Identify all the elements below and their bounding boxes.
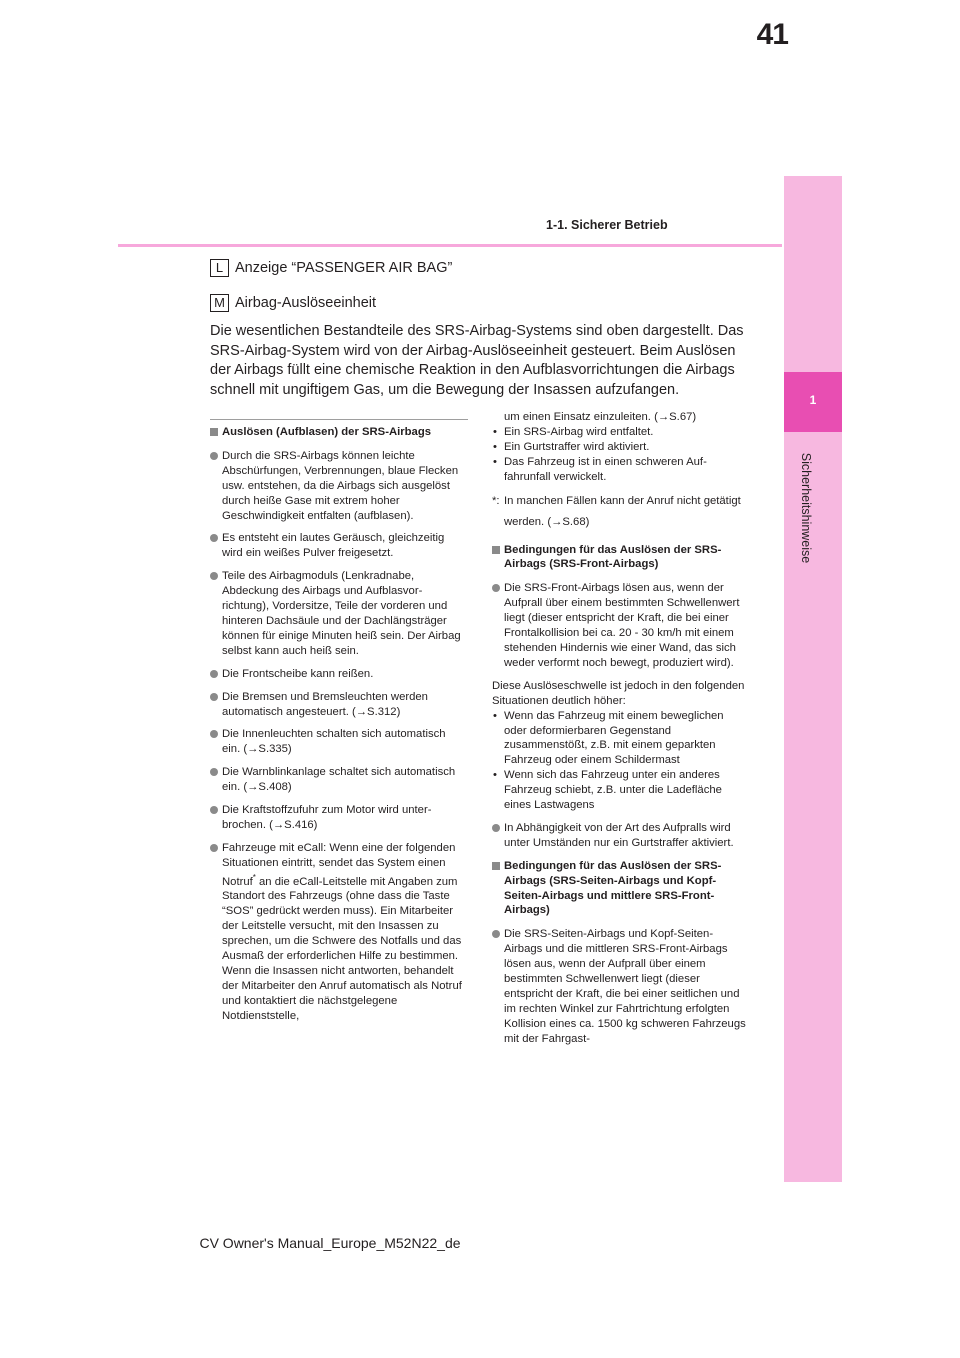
- ecall-condition: • Das Fahrzeug ist in einen schweren Auffahrunfall verwickelt.: [492, 455, 747, 485]
- list-item: Die Frontscheibe kann reißen.: [210, 667, 465, 682]
- threshold-paragraph: Diese Auslöseschwelle ist jedoch in den folgenden Situationen deutlich höher:: [492, 679, 745, 707]
- section-heading-front-airbags: Bedingungen für das Auslösen der SRS-Airbags (SRS-Front-Airbags): [492, 543, 747, 573]
- list-item: Durch die SRS-Airbags können leichte Abschürfungen, Verbrennungen, blaue Flecken usw. entstehen, da die Airbags sich ausgelöst durch heiße Gase mit extrem hoher Geschwindigkeit entfalten (aufblasen).: [210, 449, 465, 524]
- legend-letter-l: L: [210, 259, 229, 277]
- footnote: [492, 491, 747, 533]
- legend-item-l: [210, 259, 452, 277]
- footer-manual-id: CV Owner's Manual_Europe_M52N22_de: [199, 1235, 461, 1251]
- header-rule: [118, 244, 782, 247]
- section-heading-side-airbags: Bedingungen für das Auslösen der SRS-Airbags (SRS-Seiten-Airbags und Kopf-Seiten-Airbags und mittlere SRS-Front-Airbags): [492, 859, 747, 919]
- ecall-condition: • Ein Gurtstraffer wird aktiviert.: [492, 440, 747, 455]
- list-item: Die Bremsen und Bremsleuchten werden automatisch angesteuert. (→S.312): [210, 690, 465, 720]
- ecall-condition: • Ein SRS-Airbag wird entfaltet.: [492, 425, 747, 440]
- section-title: 1-1. Sicherer Betrieb: [546, 218, 668, 232]
- chapter-name: Sicherheitshinweise: [799, 452, 813, 564]
- ecall-text-start: Fahrzeuge mit eCall: Wenn eine der folgenden Situationen eintritt, sendet das System einen Notruf: [222, 841, 456, 888]
- legend-letter-m: M: [210, 294, 229, 312]
- footnote-marker: *: [252, 872, 256, 882]
- column-divider: [210, 419, 468, 420]
- list-item: Teile des Airbagmoduls (Lenkradnabe, Abdeckung des Airbags und Aufblasvorrichtung), Vordersitze, Teile der vorderen und hinteren Dachsäule und der Dachlängsträger können für einige Minuten heiß sein. Der Airbag selbst kann auch heiß sein.: [210, 569, 465, 658]
- list-item: Die SRS-Front-Airbags lösen aus, wenn der Aufprall über einem bestimmten Schwellenwert liegt (dieser entspricht der Kraft, die bei einer Frontalkollision bei ca. 20 - 30 km/h mit einem stehenden Hindernis wie einer Wand, das sich weder verformt noch bewegt, produziert wird).: [492, 581, 747, 670]
- legend-item-m: [210, 294, 376, 312]
- side-tab: [784, 176, 842, 1182]
- list-item: Es entsteht ein lautes Geräusch, gleichzeitig wird ein weißes Pulver freigesetzt.: [210, 531, 465, 561]
- list-item: Die Kraftstoffzufuhr zum Motor wird unterbrochen. (→S.416): [210, 803, 465, 833]
- chapter-number: 1: [809, 393, 817, 407]
- ecall-text-end: an die eCall-Leitstelle mit Angaben zum Standort des Fahrzeugs (ohne dass die Taste “SOS” gedrückt werden muss). Ein Mitarbeiter der Leitstelle versucht, mit den Insassen zu sprechen, um die Schwere des Notfalls und das Ausmaß der erforderlichen Hilfe zu bestimmen. Wenn die Insassen nicht antworten, behandelt der Mitarbeiter den Anruf automatisch als Notruf und kontaktiert die nächstgelegene Notdienststelle,: [222, 875, 462, 1022]
- footnote-text: In manchen Fällen kann der Anruf nicht getätigt werden. (→S.68): [504, 494, 741, 528]
- list-item: Die Warnblinkanlage schaltet sich automatisch ein. (→S.408): [210, 765, 465, 795]
- list-item: In Abhängigkeit von der Art des Aufpralls wird unter Umständen nur ein Gurtstraffer aktiviert.: [492, 821, 747, 851]
- right-column: [492, 410, 747, 1055]
- page-number: 41: [756, 18, 788, 51]
- legend-text-m: Airbag-Auslöseeinheit: [235, 295, 377, 311]
- continuation-text: um einen Einsatz einzuleiten. (→S.67): [504, 411, 697, 423]
- threshold-condition: • Wenn sich das Fahrzeug unter ein anderes Fahrzeug schiebt, z.B. unter die Ladefläche eines Lastwagens: [492, 768, 747, 813]
- list-item-ecall: [210, 841, 465, 1024]
- list-item: Die SRS-Seiten-Airbags und Kopf-Seiten-Airbags und die mittleren SRS-Front-Airbags lösen aus, wenn der Aufprall über einem bestimmten Schwellenwert liegt (dieser entspricht der Kraft, die bei einer seitlichen und im rechten Winkel zur Fahrtrichtung erfolgten Kollision eines ca. 1500 kg schweren Fahrzeugs mit der Fahrgast-: [492, 927, 747, 1046]
- threshold-condition: • Wenn das Fahrzeug mit einem beweglichen oder deformierbaren Gegenstand zusammenstößt, z.B. mit einem geparkten Fahrzeug oder einem Schildermast: [492, 709, 747, 769]
- footnote-marker-label: *:: [492, 494, 500, 507]
- legend-text-l: Anzeige “PASSENGER AIR BAG”: [235, 260, 453, 276]
- intro-paragraph: Die wesentlichen Bestandteile des SRS-Airbag-Systems sind oben dargestellt. Das SRS-Airbag-System wird von der Airbag-Auslöseeinheit gesteuert. Beim Auslösen der Airbags füllt eine chemische Reaktion in den Aufblasvorrichtungen die Airbags schnell mit ungiftigem Gas, um die Bewegung der Insassen aufzufangen.: [210, 323, 744, 399]
- section-heading-deployment: Auslösen (Aufblasen) der SRS-Airbags: [210, 425, 465, 440]
- list-item: Die Innenleuchten schalten sich automatisch ein. (→S.335): [210, 727, 465, 757]
- left-column: [210, 425, 465, 1031]
